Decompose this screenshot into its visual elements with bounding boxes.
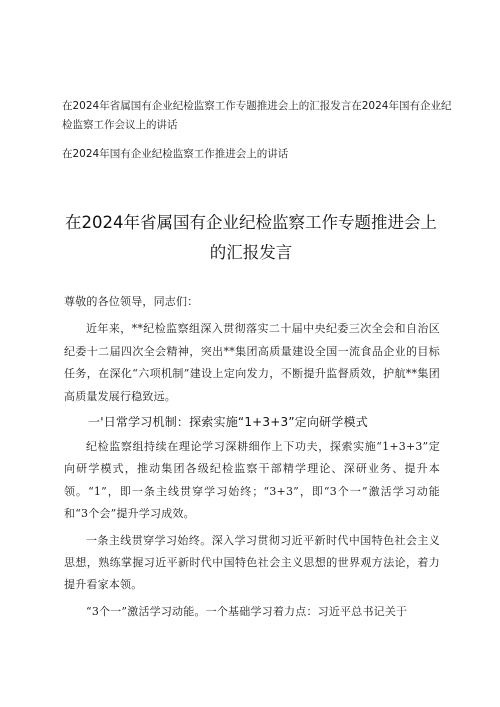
section-heading: 一'日常学习机制：探索实施“1+3+3”定向研学模式 [88, 415, 368, 430]
salutation: 尊敬的各位领导，同志们： [64, 295, 199, 308]
document-title: 在2024年省属国有企业纪检监察工作专题推进会上的汇报发言 [65, 213, 437, 262]
body-paragraph: 一条主线贯穿学习始终。深入学习贯彻习近平新时代中国特色社会主义思想，熟练掌握习近平新时代中国特色社会主义思想的世界观方法论，着力提升看家本领。 [64, 533, 440, 592]
table-of-contents [62, 97, 452, 164]
body-paragraph: “3个一”激活学习动能。一个基础学习着力点：习近平总书记关于 [86, 604, 408, 618]
body-paragraph: 纪检监察组持续在理论学习深耕细作上下功夫，探索实施“1+3+3”定向研学模式，推动集团各级纪检监察干部精学理论、深研业务、提升本领。“1”，即一条主线贯穿学习始终；“3+3”，即“3个一”激活学习动能和“3个会”提升学习成效。 [64, 440, 440, 521]
toc-item[interactable]: 在2024年国有企业纪检监察工作推进会上的讲话 [62, 148, 289, 160]
body-paragraph: 近年来，**纪检监察组深入贯彻落实二十届中央纪委三次全会和自治区纪委十二届四次全会精神，突出**集团高质量建设全国一流食品企业的目标任务，在深化“六项机制”建设上定向发力，不断提升监督质效，护航**集团高质量发展行稳致远。 [64, 322, 440, 403]
document-body [64, 291, 440, 623]
toc-item[interactable]: 在2024年省属国有企业纪检监察工作专题推进会上的汇报发言在2024年国有企业纪检监察工作会议上的讲话 [62, 100, 452, 131]
